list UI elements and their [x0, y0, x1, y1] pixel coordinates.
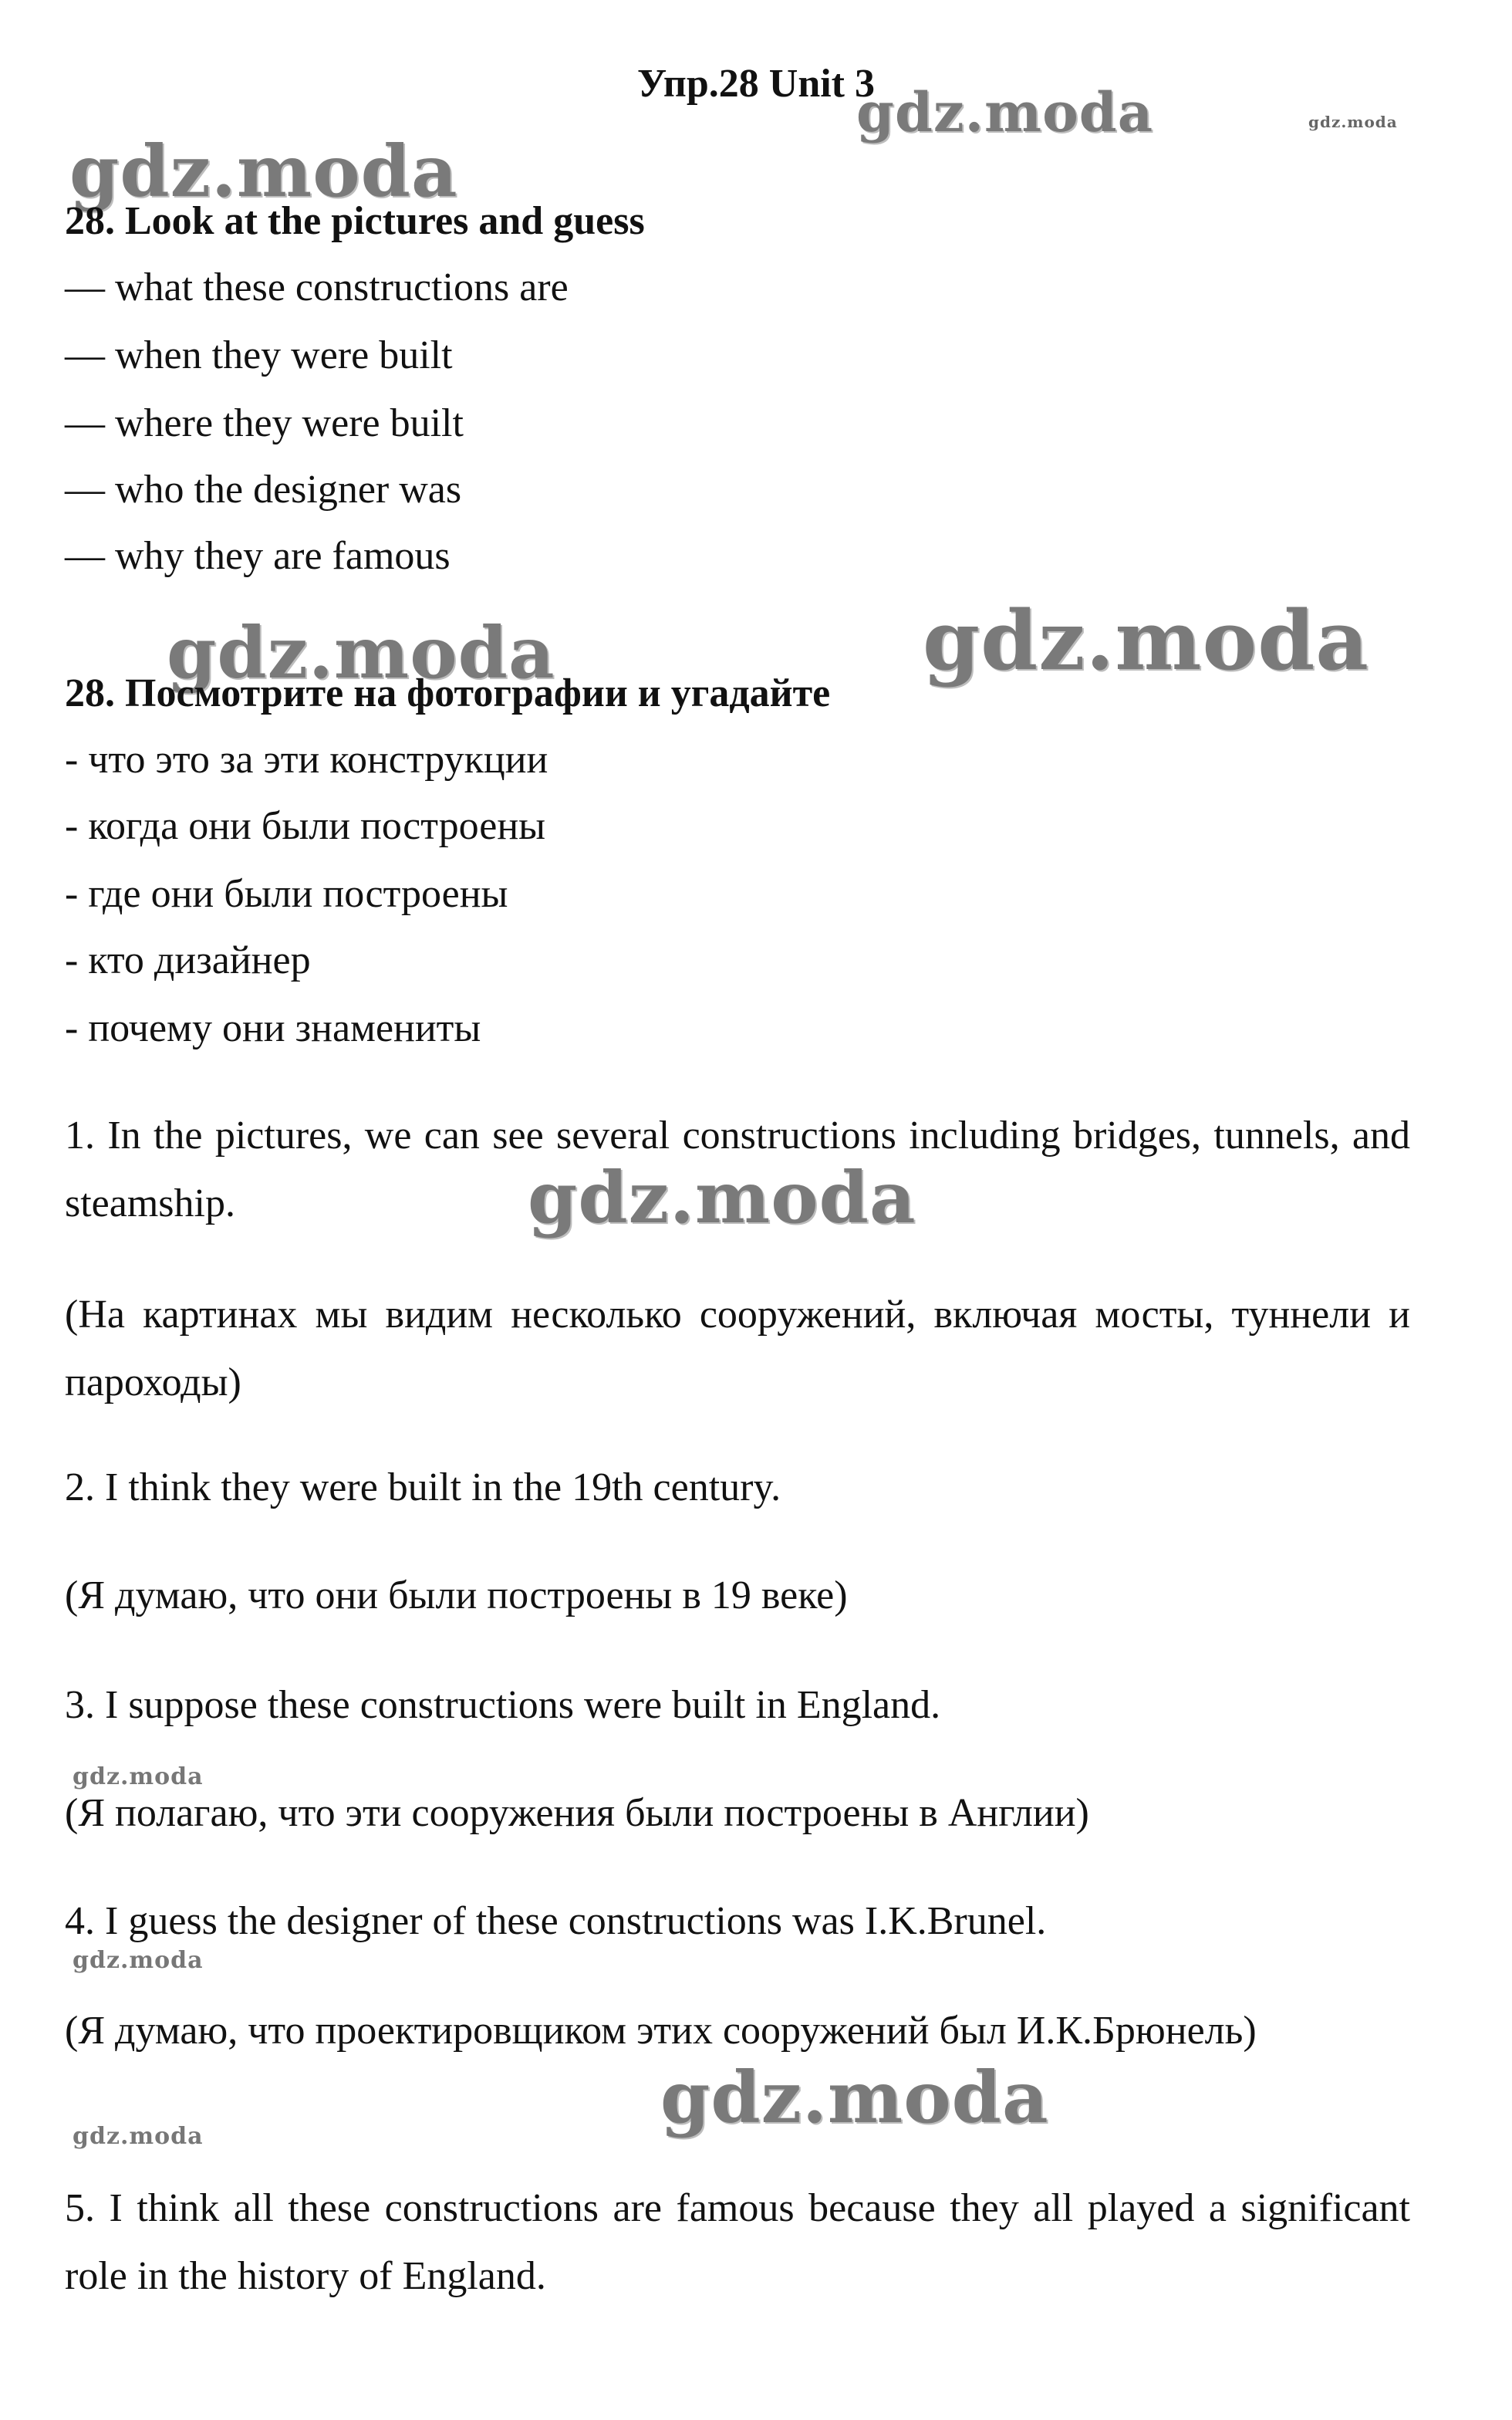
answer-3-russian: (Я полагаю, что эти сооружения были построены в Англии)	[65, 1791, 1089, 1835]
watermark: gdz.moda	[923, 592, 1369, 688]
english-task-item: — what these constructions are	[65, 265, 569, 309]
english-task-heading: 28. Look at the pictures and guess	[65, 199, 645, 243]
russian-task-item: - что это за эти конструкции	[65, 738, 548, 782]
english-task-item: — where they were built	[65, 401, 464, 445]
page-title: Упр.28 Unit 3	[636, 62, 875, 106]
answer-5-english: 5. I think all these constructions are famous because they all played a significant role in the history of England.	[65, 2186, 1410, 2298]
watermark: gdz.moda	[528, 1156, 916, 1239]
watermark: gdz.moda	[167, 611, 555, 695]
answer-1-english: 1. In the pictures, we can see several constructions including bridges, tunnels, and steamship.	[65, 1114, 1410, 1225]
answer-4-russian: (Я думаю, что проектировщиком этих сооружений был И.К.Брюнель)	[65, 2009, 1257, 2053]
answer-1-russian: (На картинах мы видим несколько сооружений, включая мосты, туннели и пароходы)	[65, 1293, 1410, 1404]
russian-task-item: - кто дизайнер	[65, 938, 311, 982]
watermark: gdz.moda	[73, 1763, 204, 1790]
watermark: gdz.moda	[856, 80, 1154, 144]
english-task-item: — why they are famous	[65, 534, 451, 578]
answer-4-english: 4. I guess the designer of these constructions was I.K.Brunel.	[65, 1899, 1047, 1943]
answer-3-english: 3. I suppose these constructions were built in England.	[65, 1683, 941, 1727]
english-task-item: — who the designer was	[65, 468, 462, 512]
watermark: gdz.moda	[1308, 113, 1398, 131]
watermark: gdz.moda	[73, 1947, 204, 1974]
answer-2-english: 2. I think they were built in the 19th century.	[65, 1465, 781, 1509]
watermark: gdz.moda	[69, 130, 458, 213]
russian-task-item: - почему они знамениты	[65, 1006, 481, 1050]
russian-task-heading: 28. Посмотрите на фотографии и угадайте	[65, 671, 831, 715]
watermark: gdz.moda	[660, 2056, 1049, 2139]
russian-task-item: - где они были построены	[65, 872, 508, 916]
watermark: gdz.moda	[73, 2123, 204, 2150]
answer-2-russian: (Я думаю, что они были построены в 19 веке)	[65, 1573, 848, 1617]
russian-task-item: - когда они были построены	[65, 804, 546, 848]
english-task-item: — when they were built	[65, 333, 453, 377]
